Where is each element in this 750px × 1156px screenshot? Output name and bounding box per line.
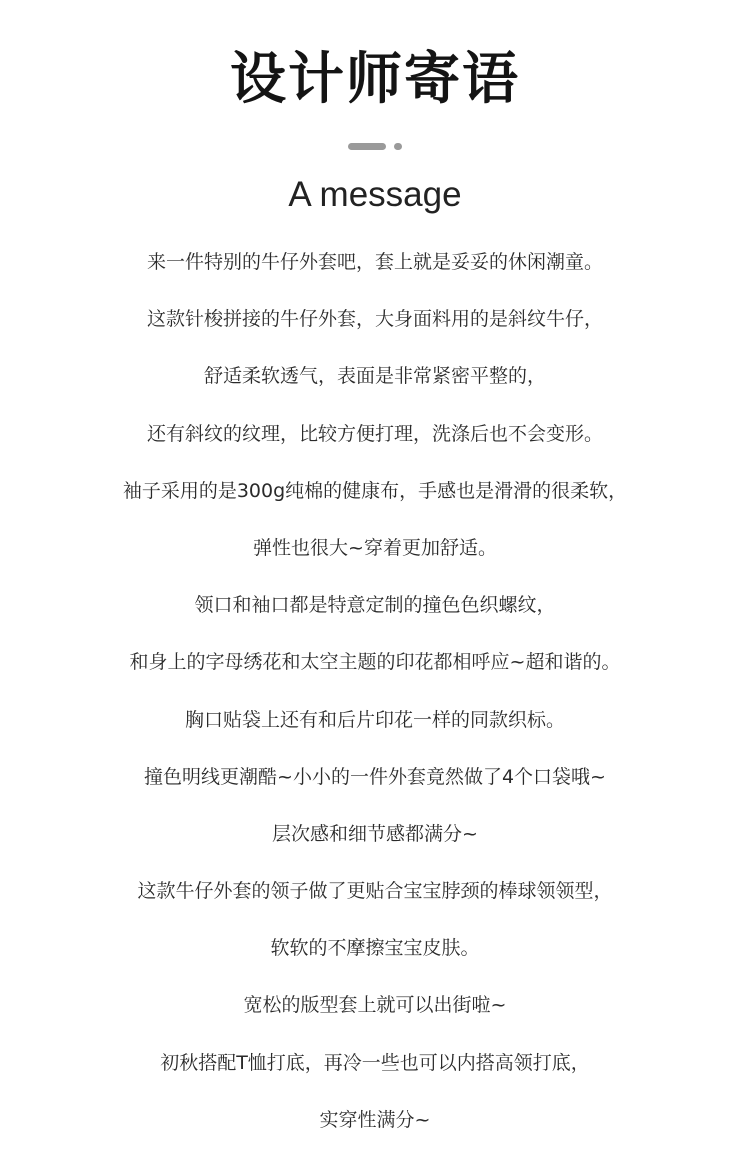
message-line: 领口和袖口都是特意定制的撞色色织螺纹，	[194, 594, 556, 617]
message-line: 袖子采用的是300g纯棉的健康布，手感也是滑滑的很柔软，	[122, 479, 628, 502]
message-line: 实穿性满分~	[319, 1108, 431, 1131]
message-line: 宽松的版型套上就可以出街啦~	[243, 994, 507, 1017]
page-title: 设计师寄语	[230, 47, 520, 112]
divider-dot	[394, 143, 402, 150]
page-subtitle: A message	[288, 175, 462, 214]
title-divider	[0, 143, 750, 151]
divider-bar	[348, 143, 386, 150]
message-line: 软软的不摩擦宝宝皮肤。	[270, 937, 480, 960]
message-line: 层次感和细节感都满分~	[272, 822, 478, 845]
message-line: 还有斜纹的纹理，比较方便打理，洗涤后也不会变形。	[146, 422, 603, 445]
message-line: 和身上的字母绣花和太空主题的印花都相呼应~超和谐的。	[129, 651, 621, 674]
message-line: 这款牛仔外套的领子做了更贴合宝宝脖颈的棒球领领型，	[137, 880, 613, 903]
message-line: 胸口贴袋上还有和后片印花一样的同款织标。	[184, 708, 565, 731]
message-body	[0, 234, 750, 1149]
message-line: 初秋搭配T恤打底，再冷一些也可以内搭高领打底，	[160, 1051, 590, 1074]
message-line: 来一件特别的牛仔外套吧，套上就是妥妥的休闲潮童。	[146, 251, 603, 273]
message-line: 撞色明线更潮酷~小小的一件外套竟然做了4个口袋哦~	[144, 765, 606, 788]
message-line: 舒适柔软透气，表面是非常紧密平整的，	[203, 365, 546, 388]
message-line: 弹性也很大~穿着更加舒适。	[253, 536, 497, 559]
message-line: 这款针梭拼接的牛仔外套，大身面料用的是斜纹牛仔，	[146, 308, 603, 331]
